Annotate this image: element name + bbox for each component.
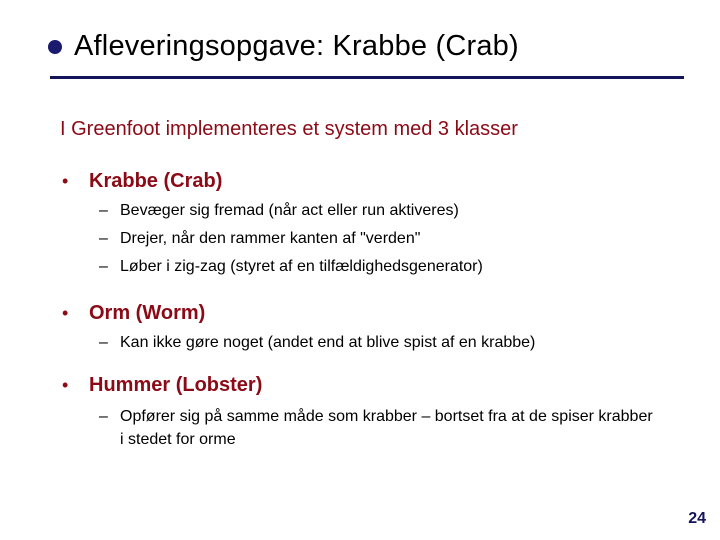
section-crab (62, 170, 483, 277)
list-item (62, 257, 483, 277)
section-title-lobster: Hummer (Lobster) (89, 374, 263, 396)
list-item (62, 333, 535, 353)
page-number: 24 (688, 510, 706, 527)
list-item-text: Drejer, når den rammer kanten af "verden" (120, 230, 421, 247)
list-item (62, 201, 483, 221)
title-divider (50, 76, 684, 79)
title-row (48, 30, 519, 63)
dash-icon: – (99, 408, 108, 425)
slide-title: Afleveringsopgave: Krabbe (Crab) (74, 30, 519, 62)
lobster-items (62, 405, 660, 451)
section-head (62, 302, 535, 325)
bullet-icon: • (62, 171, 69, 191)
intro-text: I Greenfoot implementeres et system med 3 klasser (60, 118, 518, 140)
list-item (62, 229, 483, 249)
worm-items (62, 333, 535, 353)
bullet-icon: • (62, 375, 69, 395)
list-item (62, 405, 660, 451)
list-item-text: Løber i zig-zag (styret af en tilfældighedsgenerator) (120, 258, 483, 275)
section-title-crab: Krabbe (Crab) (89, 170, 223, 192)
section-head (62, 374, 660, 397)
section-head (62, 170, 483, 193)
bullet-icon: • (62, 303, 69, 323)
section-lobster (62, 374, 660, 451)
section-worm (62, 302, 535, 353)
list-item-text: Kan ikke gøre noget (andet end at blive spist af en krabbe) (120, 334, 536, 351)
dash-icon: – (99, 230, 108, 247)
section-title-worm: Orm (Worm) (89, 302, 206, 324)
dash-icon: – (99, 202, 108, 219)
dash-icon: – (99, 334, 108, 351)
dash-icon: – (99, 258, 108, 275)
list-item-text: Bevæger sig fremad (når act eller run aktiveres) (120, 202, 459, 219)
title-bullet-icon (48, 40, 62, 54)
crab-items (62, 201, 483, 277)
list-item-text: Opfører sig på samme måde som krabber – bortset fra at de spiser krabber i stedet for orme (120, 408, 653, 448)
